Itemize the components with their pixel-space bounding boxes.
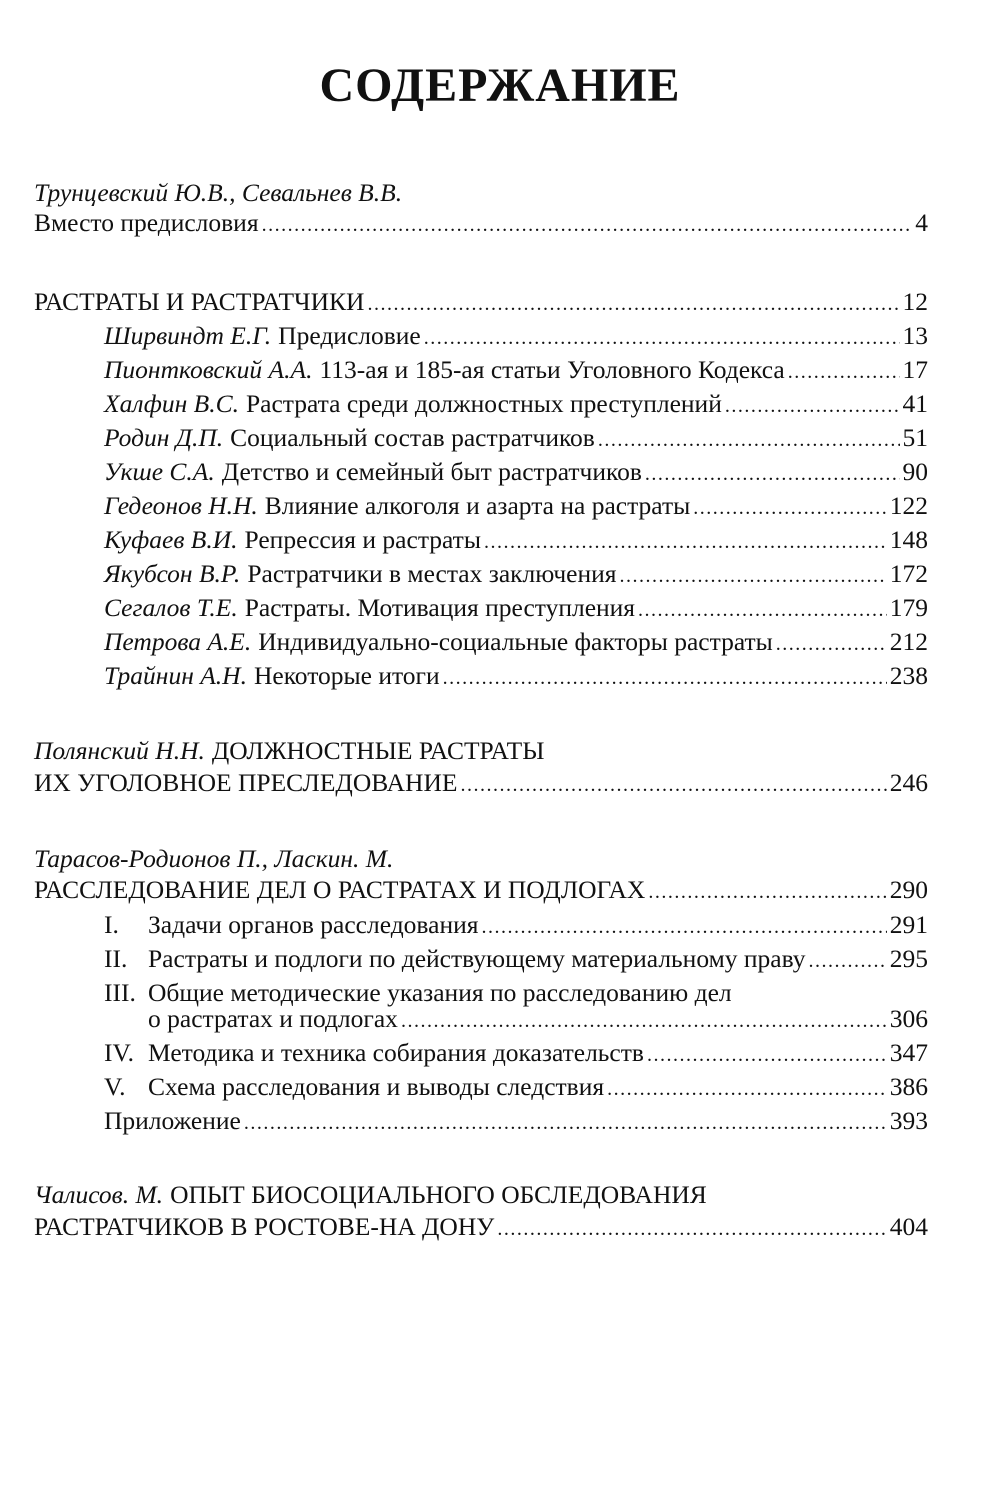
page-number: 51 xyxy=(902,423,928,452)
entry-author: Якубсон В.Р. xyxy=(104,559,241,588)
entry-title: ОПЫТ БИОСОЦИАЛЬНОГО ОБСЛЕДОВАНИЯ xyxy=(170,1180,707,1209)
entry-author: Полянский Н.Н. xyxy=(34,736,205,765)
toc-entry-part3[interactable] xyxy=(34,873,928,907)
entry-title: РАСТРАТЫ И РАСТРАТЧИКИ xyxy=(34,287,365,316)
page-number: 246 xyxy=(889,768,928,797)
page-number: 347 xyxy=(889,1038,928,1067)
entry-title: Влияние алкоголя и азарта на растраты xyxy=(264,491,691,520)
entry-title: Методика и техника собирания доказательств xyxy=(148,1038,644,1067)
toc-entry-foreword[interactable] xyxy=(34,206,928,240)
toc-entry-part4[interactable] xyxy=(34,1210,928,1244)
page-number: 306 xyxy=(889,1004,928,1033)
leader-dots xyxy=(443,659,887,693)
entry-author: Укше С.А. xyxy=(104,457,215,486)
page-number: 291 xyxy=(889,910,928,939)
page-number: 179 xyxy=(889,593,928,622)
toc-entry[interactable] xyxy=(104,659,928,693)
entry-author: Сегалов Т.Е. xyxy=(104,593,238,622)
entry-title: Задачи органов расследования xyxy=(148,910,479,939)
part4-heading-line1 xyxy=(34,1178,707,1212)
leader-dots xyxy=(244,1104,887,1138)
toc-entry[interactable] xyxy=(104,421,928,455)
page-title: СОДЕРЖАНИЕ xyxy=(319,59,681,112)
entry-title: ДОЛЖНОСТНЫЕ РАСТРАТЫ xyxy=(211,736,545,765)
leader-dots xyxy=(497,1210,886,1244)
entry-title: Растрата среди должностных преступлений xyxy=(245,389,722,418)
leader-dots xyxy=(484,523,887,557)
chapter-number: I. xyxy=(104,910,119,939)
page-number: 122 xyxy=(889,491,928,520)
toc-entry[interactable] xyxy=(148,1002,928,1036)
leader-dots xyxy=(693,489,887,523)
toc-entry[interactable] xyxy=(104,489,928,523)
toc-entry[interactable] xyxy=(104,557,928,591)
toc-entry[interactable] xyxy=(104,625,928,659)
chapter-number: IV. xyxy=(104,1038,134,1067)
page-number: 17 xyxy=(902,355,928,384)
entry-title: РАСТРАТЧИКОВ В РОСТОВЕ-НА ДОНУ xyxy=(34,1212,495,1241)
chapter-number: V. xyxy=(104,1072,126,1101)
entry-author: Куфаев В.И. xyxy=(104,525,238,554)
entry-author: Пионтковский А.А. xyxy=(104,355,313,384)
page-number: 404 xyxy=(889,1212,928,1241)
chapter-number: II. xyxy=(104,944,128,973)
page-number: 90 xyxy=(902,457,928,486)
toc-entry[interactable] xyxy=(104,353,928,387)
leader-dots xyxy=(620,557,887,591)
toc-entry[interactable] xyxy=(104,523,928,557)
toc-entry[interactable] xyxy=(104,942,928,976)
leader-dots xyxy=(776,625,887,659)
entry-title: Схема расследования и выводы следствия xyxy=(148,1072,605,1101)
toc-entry-part2[interactable] xyxy=(34,766,928,800)
part3-authors: Тарасов-Родионов П., Ласкин. М. xyxy=(34,844,394,873)
leader-dots xyxy=(648,873,886,907)
leader-dots xyxy=(401,1002,887,1036)
leader-dots xyxy=(598,421,900,455)
entry-title: Индивидуально-социальные факторы растраты xyxy=(258,627,773,656)
foreword-authors: Трунцевский Ю.В., Севальнев В.В. xyxy=(34,178,403,207)
entry-title: Предисловие xyxy=(278,321,421,350)
toc-entry-part1[interactable] xyxy=(34,285,928,319)
leader-dots xyxy=(262,206,913,240)
entry-title: Растраты и подлоги по действующему материальному праву xyxy=(148,944,806,973)
leader-dots xyxy=(367,285,899,319)
page-number: 386 xyxy=(889,1072,928,1101)
toc-entry[interactable] xyxy=(104,387,928,421)
page-number: 4 xyxy=(915,208,928,237)
toc-entry[interactable] xyxy=(104,908,928,942)
entry-author: Гедеонов Н.Н. xyxy=(104,491,258,520)
page-number: 295 xyxy=(889,944,928,973)
entry-title: 113-ая и 185-ая статьи Уголовного Кодекса xyxy=(319,355,785,384)
entry-author: Трайнин А.Н. xyxy=(104,661,247,690)
entry-title: РАССЛЕДОВАНИЕ ДЕЛ О РАСТРАТАХ И ПОДЛОГАХ xyxy=(34,875,646,904)
leader-dots xyxy=(788,353,900,387)
leader-dots xyxy=(638,591,887,625)
page-number: 393 xyxy=(889,1106,928,1135)
page-number: 12 xyxy=(902,287,928,316)
entry-title: ИХ УГОЛОВНОЕ ПРЕСЛЕДОВАНИЕ xyxy=(34,768,458,797)
page-number: 290 xyxy=(889,875,928,904)
leader-dots xyxy=(481,908,886,942)
toc-entry[interactable] xyxy=(104,1070,928,1104)
chapter-number: III. xyxy=(104,978,136,1007)
entry-title: Растраты. Мотивация преступления xyxy=(244,593,636,622)
page-number: 212 xyxy=(889,627,928,656)
toc-entry[interactable] xyxy=(104,319,928,353)
page-number: 148 xyxy=(889,525,928,554)
toc-entry[interactable] xyxy=(104,1036,928,1070)
entry-title: Растратчики в местах заключения xyxy=(247,559,617,588)
entry-title: о растратах и подлогах xyxy=(148,1004,398,1033)
entry-title: Детство и семейный быт растратчиков xyxy=(221,457,642,486)
page-number: 13 xyxy=(902,321,928,350)
leader-dots xyxy=(808,942,886,976)
leader-dots xyxy=(607,1070,887,1104)
part2-heading-line1 xyxy=(34,734,544,768)
entry-author: Ширвиндт Е.Г. xyxy=(104,321,272,350)
page-number: 172 xyxy=(889,559,928,588)
entry-title: Некоторые итоги xyxy=(253,661,440,690)
toc-entry-appendix[interactable] xyxy=(104,1104,928,1138)
entry-title: Общие методические указания по расследованию дел xyxy=(148,978,732,1007)
toc-entry[interactable] xyxy=(104,455,928,489)
entry-author: Родин Д.П. xyxy=(104,423,224,452)
leader-dots xyxy=(647,1036,887,1070)
page-number: 41 xyxy=(902,389,928,418)
leader-dots xyxy=(424,319,900,353)
entry-title: Приложение xyxy=(104,1106,241,1135)
entry-author: Петрова А.Е. xyxy=(104,627,252,656)
entry-author: Чалисов. М. xyxy=(34,1180,164,1209)
leader-dots xyxy=(460,766,886,800)
entry-title: Вместо предисловия xyxy=(34,208,259,237)
entry-title: Социальный состав растратчиков xyxy=(230,423,595,452)
entry-author: Халфин В.С. xyxy=(104,389,239,418)
toc-entry[interactable] xyxy=(104,591,928,625)
leader-dots xyxy=(645,455,900,489)
entry-title: Репрессия и растраты xyxy=(244,525,481,554)
leader-dots xyxy=(725,387,900,421)
page-number: 238 xyxy=(889,661,928,690)
